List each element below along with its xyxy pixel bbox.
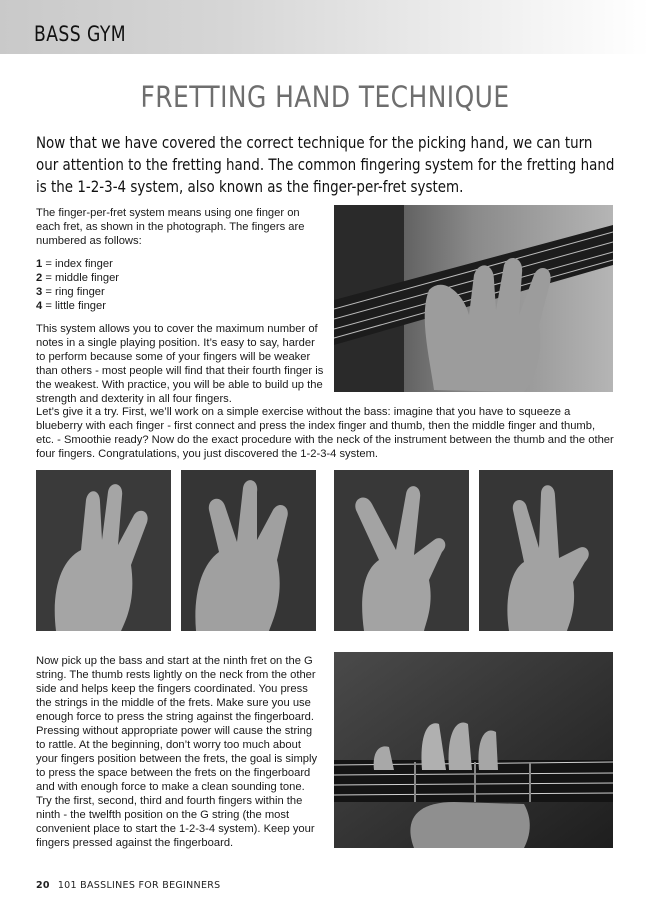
maximum-notes-paragraph: This system allows you to cover the maximum number of notes in a single playing position. It’s easy to say, harder to perform because some of your fingers will be weaker than others - most people will find that their fourth finger is the weakest. With practice, you will be able to build up the strength and dexterity in all four fingers. [36, 323, 324, 405]
finger-number-list [36, 257, 326, 313]
finger-number: 1 [36, 258, 43, 270]
finger-name: = index finger [42, 258, 113, 270]
finger-name: = little finger [42, 300, 106, 312]
hand-exercise-photo-1 [36, 470, 171, 631]
finger-number: 4 [36, 300, 43, 312]
finger-item [36, 285, 326, 299]
finger-system-text [36, 206, 326, 415]
hand-exercise-photo-4 [479, 470, 613, 631]
hand-exercise-photo-3 [334, 470, 469, 631]
finger-number: 3 [36, 286, 43, 298]
finger-item [36, 257, 326, 271]
finger-system-paragraph: The finger-per-fret system means using one finger on each fret, as shown in the photograph. The fingers are numbered as follows: [36, 207, 305, 247]
section-header: BASS GYM [34, 22, 127, 46]
finger-item [36, 299, 326, 313]
bass-neck-hand-photo [334, 205, 613, 392]
hand-exercise-photo-2 [181, 470, 316, 631]
book-title: 101 BASSLINES FOR BEGINNERS [57, 880, 221, 891]
fingerboard-press-photo [334, 652, 613, 848]
ninth-fret-paragraph: Now pick up the bass and start at the ninth fret on the G string. The thumb rests lightly on the neck from the other side and helps keep the fingers coordinated. You press the strings in the middle of the frets. Make sure you use enough force to press the string against the fingerboard. Pressing without appropriate power will cause the string to rattle. At the beginning, don’t worry too much about your fingers position between the frets, the goal is simply to press the space between the frets on the fingerboard and with enough force to make a clean sounding tone. Try the first, second, third and fourth fingers within the ninth - the twelfth position on the G string (the most convenient place to start the 1-2-3-4 system). Keep your fingers pressed against the fingerboard. [36, 655, 318, 849]
finger-item [36, 271, 326, 285]
finger-number: 2 [36, 272, 43, 284]
page-title: FRETTING HAND TECHNIQUE [140, 80, 510, 114]
exercise-paragraph: Let’s give it a try. First, we’ll work on a simple exercise without the bass: imagine that you have to squeeze a blueberry with each finger - first connect and press the index finger and thumb, then the middle finger and thumb, etc. - Smoothie ready? Now do the exact procedure with the neck of the instrument between the thumb and the other four fingers. Congratulations, you just discovered the 1-2-3-4 system. [36, 406, 614, 460]
finger-name: = middle finger [42, 272, 120, 284]
page-number: 20 [36, 880, 50, 891]
finger-name: = ring finger [42, 286, 105, 298]
intro-paragraph: Now that we have covered the correct technique for the picking hand, we can turn our attention to the fretting hand. The common fingering system for the fretting hand is the 1-2-3-4 system, also known as the finger-per-fret system. [36, 133, 615, 196]
page-footer [36, 880, 221, 891]
